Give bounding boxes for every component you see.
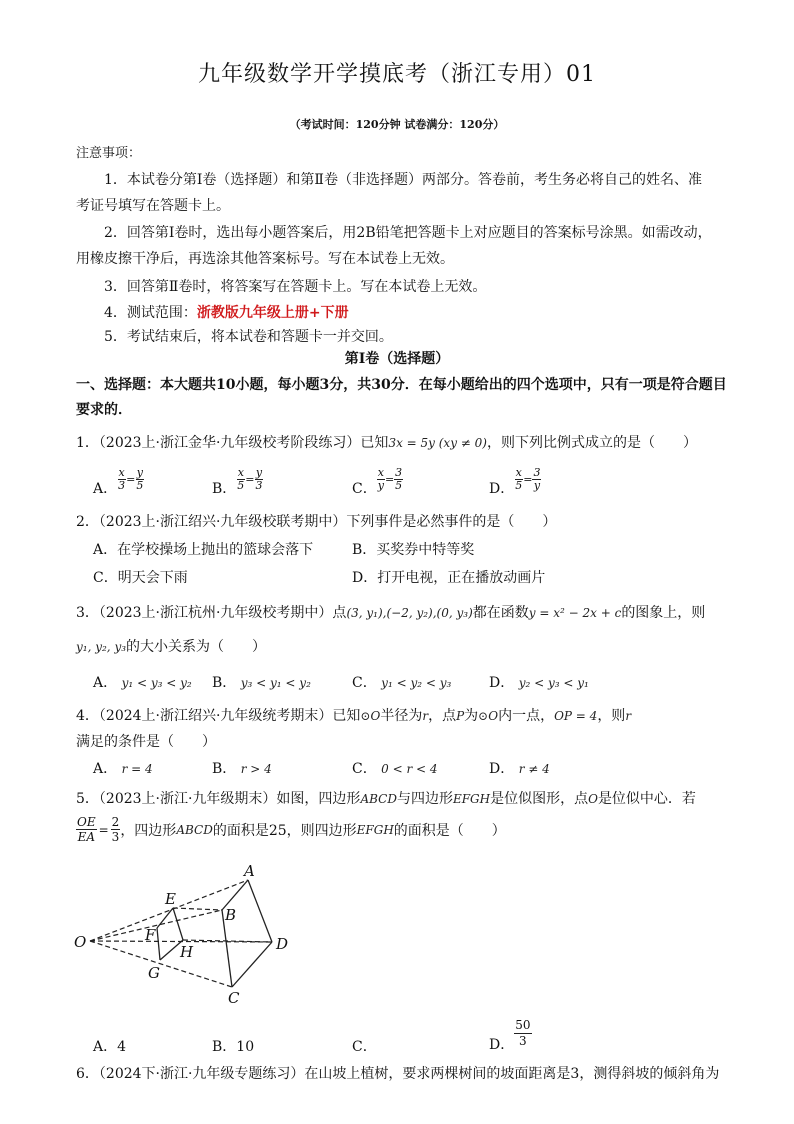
q5-stem-text: 5．（2023上·浙江·九年级期末）如图，四边形 bbox=[76, 791, 361, 807]
var-r: r bbox=[422, 709, 429, 723]
q2-stem: 2．（2023上·浙江绍兴·九年级校联考期中）下列事件是必然事件的是（ ） bbox=[76, 514, 557, 530]
q5-text: 与四边形 bbox=[396, 791, 453, 807]
note-5: 5．考试结束后，将本试卷和答题卡一并交回。 bbox=[104, 329, 393, 345]
option-label: D． bbox=[489, 481, 515, 497]
note-1-line-2: 考证号填写在答题卡上。 bbox=[76, 198, 230, 214]
option-value: 4 bbox=[117, 1039, 127, 1055]
label-g: G bbox=[148, 964, 160, 982]
homothety-figure bbox=[60, 858, 310, 1018]
fraction: $\frac{y}{5}$ bbox=[136, 465, 144, 492]
option-value: 10 bbox=[236, 1039, 255, 1055]
option-label: C． bbox=[352, 481, 377, 497]
option-label: D． bbox=[489, 1037, 515, 1053]
var-p: P bbox=[456, 709, 465, 723]
fraction: $\frac{y}{3}$ bbox=[255, 465, 263, 492]
q4-text: ，则 bbox=[597, 708, 626, 724]
value-fraction: $\frac{2}{3}$ bbox=[111, 815, 120, 844]
op-equation: OP = 4 bbox=[554, 709, 598, 723]
option-value: y₂ < y₃ < y₁ bbox=[518, 676, 589, 690]
option-label: A． bbox=[93, 675, 118, 691]
circle-symbol: ⊙O bbox=[478, 709, 499, 723]
note-4 bbox=[104, 302, 349, 322]
option-value: y₁ < y₂ < y₃ bbox=[381, 676, 452, 690]
q3-stem bbox=[76, 602, 705, 622]
q3-option-d[interactable] bbox=[489, 672, 589, 692]
q3-function: y = x² − 2x + c bbox=[528, 606, 622, 620]
option-label: B． bbox=[212, 1039, 237, 1055]
label-d: D bbox=[276, 935, 289, 953]
option-value: 0 < r < 4 bbox=[381, 762, 438, 776]
q1-stem bbox=[76, 432, 697, 452]
q5-text: 的面积是25，则四边形 bbox=[212, 822, 357, 839]
q4-option-a[interactable] bbox=[93, 758, 153, 778]
option-label: A． bbox=[93, 481, 118, 497]
fraction: $\frac{x}{5}$ bbox=[237, 465, 245, 492]
option-label: A． bbox=[93, 1039, 118, 1055]
option-label: B． bbox=[212, 761, 237, 777]
note-2-line-2: 用橡皮擦干净后，再选涂其他答案标号。写在本试卷上无效。 bbox=[76, 251, 454, 267]
option-label: D． bbox=[489, 761, 515, 777]
q1-option-c[interactable]: C． $\frac{x}{y}$ = $\frac{3}{5}$ bbox=[352, 465, 403, 497]
option-label: B． bbox=[212, 675, 237, 691]
option-value: y₁ < y₃ < y₂ bbox=[121, 676, 192, 690]
q1-option-b[interactable]: B． $\frac{x}{5}$ = $\frac{y}{3}$ bbox=[212, 465, 263, 497]
q4-stem bbox=[76, 705, 631, 725]
q4-text: 内一点， bbox=[498, 708, 555, 724]
option-label: A． bbox=[93, 761, 118, 777]
q1-stem-text: 1．（2023上·浙江金华·九年级校考阶段练习）已知 bbox=[76, 435, 389, 451]
q4-option-d[interactable] bbox=[489, 758, 550, 778]
q3-stem-mid: 都在函数 bbox=[472, 605, 529, 621]
label-e: E bbox=[165, 890, 176, 908]
equals-sign: = bbox=[98, 822, 109, 837]
option-label: C． bbox=[352, 675, 377, 691]
q2-option-a[interactable]: A．在学校操场上抛出的篮球会落下 bbox=[93, 542, 314, 558]
q5-option-a[interactable] bbox=[93, 1036, 126, 1056]
q3-option-c[interactable] bbox=[352, 672, 451, 692]
ratio-fraction: $\frac{OE}{EA}$ bbox=[77, 815, 96, 844]
q5-stem-line-2 bbox=[76, 815, 506, 844]
q2-option-d[interactable]: D．打开电视，正在播放动画片 bbox=[352, 570, 546, 586]
fraction: $\frac{x}{5}$ bbox=[515, 465, 523, 492]
label-b: B bbox=[225, 906, 237, 924]
option-label: B． bbox=[212, 481, 237, 497]
option-label: D． bbox=[489, 675, 515, 691]
section-title: 第Ⅰ卷（选择题） bbox=[344, 351, 450, 367]
q3-option-b[interactable] bbox=[212, 672, 311, 692]
option-label: C． bbox=[352, 761, 377, 777]
q3-points: (3, y₁),(−2, y₂),(0, y₃) bbox=[346, 606, 473, 620]
exam-info: （考试时间：120分钟 试卷满分：120分） bbox=[289, 118, 505, 131]
test-scope: 浙教版九年级上册+下册 bbox=[196, 305, 349, 321]
q5-text: ，四边形 bbox=[120, 822, 177, 839]
section-intro-line-1: 一、选择题：本大题共10小题，每小题3分，共30分．在每小题给出的四个选项中，只有一项是符合题目 bbox=[76, 377, 727, 393]
label-c: C bbox=[228, 989, 240, 1007]
q5-option-b[interactable] bbox=[212, 1036, 254, 1056]
q5-text: 是位似图形，点 bbox=[490, 791, 589, 807]
label-o: O bbox=[74, 933, 87, 951]
note-2-line-1: 2．回答第Ⅰ卷时，选出每小题答案后，用2B铅笔把答题卡上对应题目的答案标号涂黑。如需改动， bbox=[104, 225, 712, 241]
section-intro-line-2: 要求的． bbox=[76, 402, 132, 418]
label-a: A bbox=[244, 862, 255, 880]
q4-stem-text: 4．（2024上·浙江绍兴·九年级统考期末）已知 bbox=[76, 708, 361, 724]
fraction: $\frac{3}{5}$ bbox=[395, 465, 403, 492]
q4-stem-line-2: 满足的条件是（ ） bbox=[76, 734, 216, 750]
q3-variables: y₁, y₂, y₃ bbox=[76, 640, 127, 654]
option-value: y₃ < y₁ < y₂ bbox=[240, 676, 311, 690]
q3-stem-end: 的图象上，则 bbox=[621, 605, 706, 621]
option-value: r ≠ 4 bbox=[518, 762, 550, 776]
q3-stem-line-2-text: 的大小关系为（ ） bbox=[126, 639, 267, 655]
fraction: $\frac{50}{3}$ bbox=[515, 1017, 531, 1048]
note-3: 3．回答第Ⅱ卷时，将答案写在答题卡上。写在本试卷上无效。 bbox=[104, 279, 487, 295]
option-value: r > 4 bbox=[240, 762, 272, 776]
option-label: C． bbox=[352, 1039, 377, 1055]
note-1-line-1: 1．本试卷分第Ⅰ卷（选择题）和第Ⅱ卷（非选择题）两部分。答卷前，考生务必将自己的姓名、准 bbox=[104, 172, 702, 188]
fraction: $\frac{x}{y}$ bbox=[377, 465, 384, 492]
quad-efgh: EFGH bbox=[452, 792, 491, 806]
q5-option-d[interactable] bbox=[489, 1012, 532, 1054]
q1-equation: 3x = 5y (xy ≠ 0) bbox=[388, 436, 487, 450]
page-title: 九年级数学开学摸底考（浙江专用）01 bbox=[198, 62, 596, 87]
q5-stem bbox=[76, 788, 696, 808]
quad-abcd: ABCD bbox=[360, 792, 397, 806]
circle-symbol: ⊙O bbox=[360, 709, 381, 723]
q5-text: 是位似中心．若 bbox=[597, 791, 696, 807]
q1-stem-end: ，则下列比例式成立的是（ ） bbox=[486, 435, 697, 451]
label-f: F bbox=[145, 926, 156, 944]
q4-option-c[interactable] bbox=[352, 758, 438, 778]
var-o: O bbox=[588, 792, 598, 806]
q5-option-c[interactable] bbox=[352, 1036, 377, 1056]
note-4-prefix: 4．测试范围： bbox=[104, 305, 197, 321]
q4-text: 半径为 bbox=[380, 708, 423, 724]
q4-option-b[interactable] bbox=[212, 758, 272, 778]
quad-abcd: ABCD bbox=[176, 822, 213, 837]
var-r: r bbox=[625, 709, 632, 723]
fraction: $\frac{x}{3}$ bbox=[118, 465, 126, 492]
q5-text: 的面积是（ ） bbox=[393, 822, 506, 839]
q3-stem-line-2 bbox=[76, 636, 266, 656]
q6-stem: 6．（2024下·浙江·九年级专题练习）在山坡上植树，要求两棵树间的坡面距离是3，测得斜坡的倾斜角为 bbox=[76, 1066, 720, 1082]
label-h: H bbox=[180, 943, 194, 961]
q3-option-a[interactable] bbox=[93, 672, 192, 692]
q1-option-a[interactable]: A． $\frac{x}{3}$ = $\frac{y}{5}$ bbox=[93, 465, 144, 497]
q2-option-b[interactable]: B．买奖券中特等奖 bbox=[352, 542, 475, 558]
fraction: $\frac{3}{y}$ bbox=[533, 465, 541, 492]
q4-text: ，点 bbox=[428, 708, 457, 724]
q1-option-d[interactable]: D． $\frac{x}{5}$ = $\frac{3}{y}$ bbox=[489, 465, 541, 497]
q3-stem-text: 3．（2023上·浙江杭州·九年级校考期中）点 bbox=[76, 605, 347, 621]
q4-text: 为 bbox=[464, 708, 479, 724]
q2-option-c[interactable]: C．明天会下雨 bbox=[93, 570, 188, 586]
option-value: r = 4 bbox=[121, 762, 153, 776]
quad-efgh: EFGH bbox=[356, 822, 394, 837]
notes-heading: 注意事项： bbox=[76, 146, 142, 161]
